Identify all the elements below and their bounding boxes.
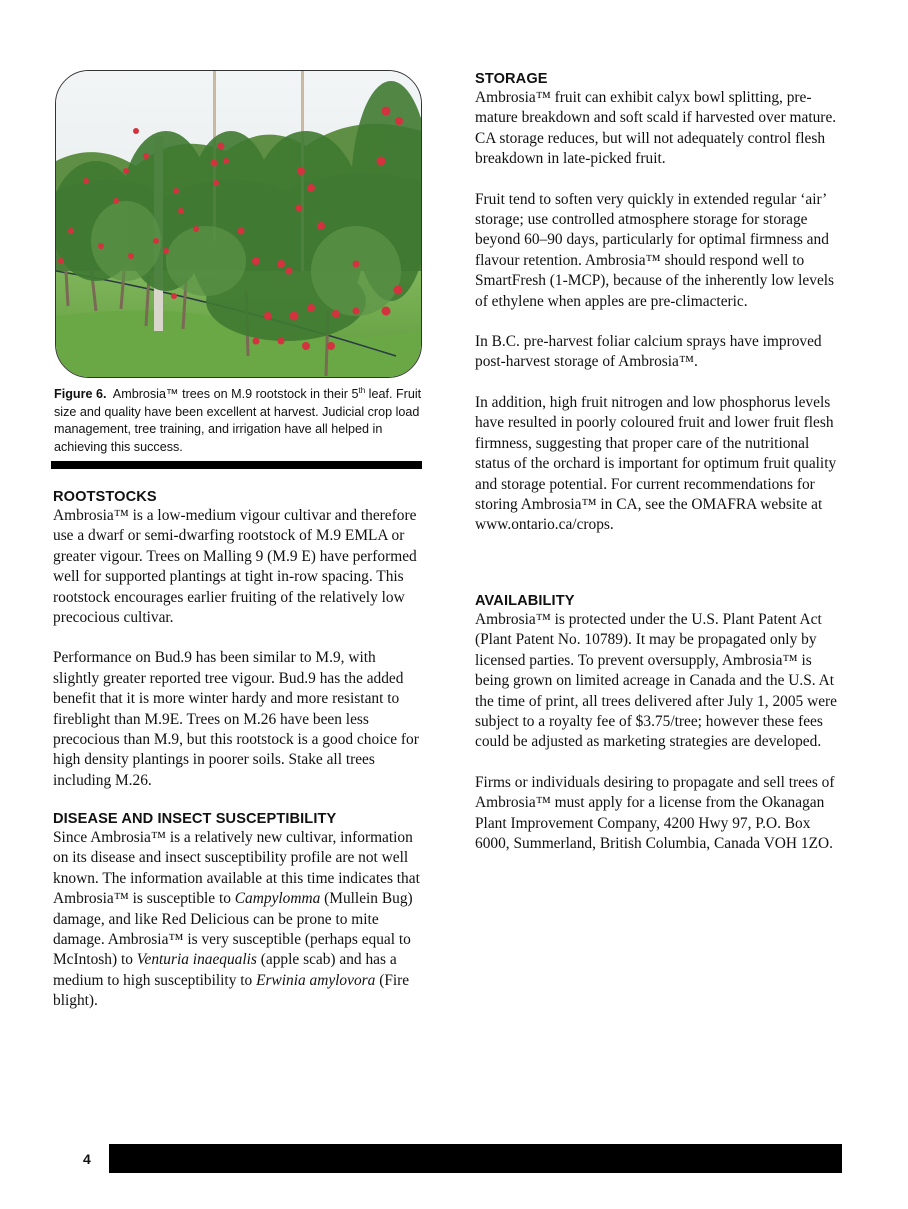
figure-caption [54, 386, 426, 456]
figure-caption-text-1: Ambrosia™ trees on M.9 rootstock in their 5 [112, 387, 359, 401]
disease-text-4: (Fire blight). [53, 971, 410, 1010]
figure-photo-ambrosia-orchard [55, 70, 422, 378]
figure-caption-superscript: th [358, 385, 366, 395]
orchard-photo-illustration [56, 71, 421, 377]
rootstocks-paragraph-1: Ambrosia™ is a low-medium vigour cultivar and therefore use a dwarf or semi-dwarfing rootstock of M.9 EMLA or greater vigour. Trees on Malling 9 (M.9 E) have performed well for supported plantings at tight in-row spacing. This rootstock encourages earlier fruiting of the relatively low precocious cultivar. [53, 507, 417, 627]
storage-paragraph-1: Ambrosia™ fruit can exhibit calyx bowl splitting, pre-mature breakdown and soft scald if harvested over mature. CA storage reduces, but will not adequately control flesh breakdown in late-picked fruit. [475, 89, 837, 168]
caption-divider [51, 461, 422, 469]
section-disease [53, 810, 423, 1012]
section-storage [475, 70, 845, 536]
page-number: 4 [83, 1151, 91, 1167]
footer-bar [109, 1144, 842, 1173]
section-heading-disease: DISEASE AND INSECT SUSCEPTIBILITY [53, 811, 337, 827]
section-heading-availability: AVAILABILITY [475, 593, 575, 609]
availability-paragraph-1: Ambrosia™ is protected under the U.S. Plant Patent Act (Plant Patent No. 10789). It may be propagated only by licensed parties. To prevent oversupply, Ambrosia™ is being grown on limited acreage in Canada and the U.S. At the time of print, all trees delivered after July 1, 2005 were subject to a royalty fee of $3.75/tree; however these fees could be adjusted as marketing strategies are developed. [475, 611, 837, 751]
figure-label: Figure 6. [54, 387, 107, 401]
disease-italic-campylomma: Campylomma [234, 890, 321, 908]
section-availability [475, 592, 845, 854]
storage-paragraph-3: In B.C. pre-harvest foliar calcium sprays have improved post-harvest storage of Ambrosia™. [475, 333, 822, 371]
figure-caption-text-2: leaf. Fruit size and quality have been excellent at harvest. Judicial crop load management, tree training, and irrigation have all helped in achieving this success. [54, 387, 422, 454]
storage-paragraph-4: In addition, high fruit nitrogen and low phosphorus levels have resulted in poorly coloured fruit and lower fruit flesh firmness, suggesting that proper care of the nutritional status of the orchard is important for optimum fruit quality and storage potential. For current recommendations for storing Ambrosia™ in CA, see the OMAFRA website at www.ontario.ca/crops. [475, 393, 837, 534]
disease-text-3: (apple scab) and has a medium to high susceptibility to [53, 951, 397, 989]
disease-text-2: (Mullein Bug) damage, and like Red Delicious can be prone to mite damage. Ambrosia™ is very susceptible (perhaps equal to McIntosh) to [53, 890, 413, 969]
section-rootstocks [53, 488, 423, 791]
disease-text-1: Since Ambrosia™ is a relatively new cultivar, information on its disease and insect susceptibility profile are not well known. The information available at this time indicates that Ambrosia™ is susceptible to [53, 829, 420, 908]
rootstocks-paragraph-2: Performance on Bud.9 has been similar to M.9, with slightly greater reported tree vigour. Bud.9 has the added benefit that it is more winter hardy and more resistant to fireblight than M.9E. Trees on M.26 have been less precocious than M.9, but this rootstock is a good choice for high density plantings in poorer soils. Stake all trees including M.26. [53, 649, 419, 789]
section-heading-storage: STORAGE [475, 71, 548, 87]
disease-italic-venturia: Venturia inaequalis [136, 951, 257, 969]
disease-italic-erwinia: Erwinia amylovora [256, 971, 376, 989]
disease-paragraph [53, 828, 423, 1012]
availability-paragraph-2: Firms or individuals desiring to propagate and sell trees of Ambrosia™ must apply for a license from the Okanagan Plant Improvement Company, 4200 Hwy 97, P.O. Box 6000, Summerland, British Columbia, Canada VOH 1ZO. [475, 773, 835, 853]
section-heading-rootstocks: ROOTSTOCKS [53, 489, 157, 505]
storage-paragraph-2: Fruit tend to soften very quickly in extended regular ‘air’ storage; use controlled atmosphere storage for storage beyond 60–90 days, particularly for optimal firmness and flavour retention. Ambrosia™ should respond well to SmartFresh (1-MCP), because of the inherently low levels of ethylene when apples are pre-climacteric. [475, 190, 835, 310]
